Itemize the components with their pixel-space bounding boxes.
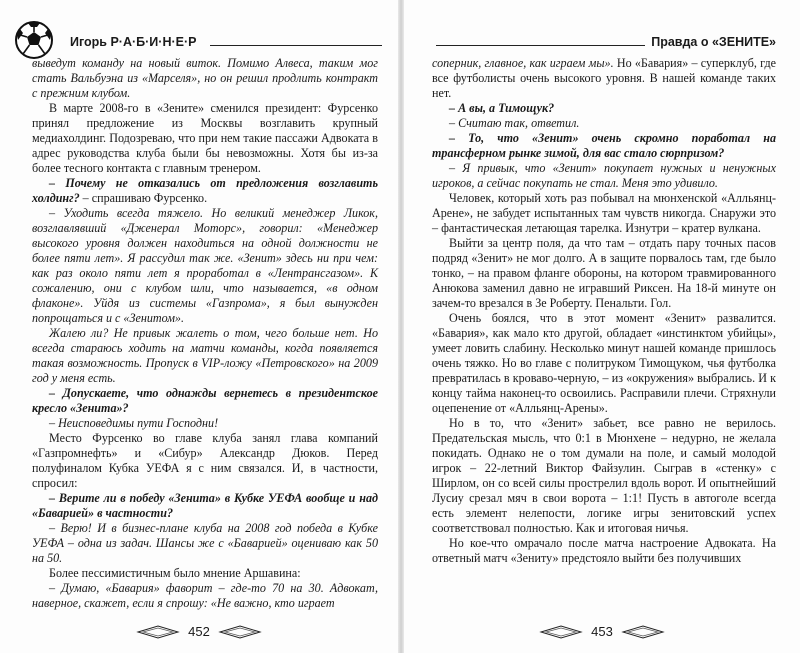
paragraph-text: Более пессимистичным было мнение Аршавина: [49, 566, 301, 580]
paragraph [32, 326, 378, 386]
left-body-text [32, 56, 378, 611]
header-author: Игорь Р·А·Б·И·Н·Е·Р [70, 35, 197, 49]
paragraph-text: – спрашиваю Фурсенко. [79, 191, 208, 205]
paragraph [432, 536, 776, 566]
paragraph-text: Но «Бавария» – суперклуб, где все футболисты очень высокого уровня. В нашей команде таких нет. [432, 56, 776, 100]
paragraph-text: выведут команду на новый виток. Помимо Алвеса, таким мог стать Вальбуэна из «Марселя», но он решил продлить контракт с прежним клубом. [32, 56, 378, 100]
paragraph-text: Жалею ли? Не привык жалеть о том, чего больше нет. Но всегда стараюсь ходить на матчи команды, когда появляется такая возможность. Пропуск в VIP-ложу «Петровского» на 2009 год у меня есть. [32, 326, 378, 385]
paragraph [432, 56, 776, 101]
running-header [436, 33, 776, 49]
paragraph [432, 116, 776, 131]
paragraph-text: соперник, главное, как играем мы». [432, 56, 614, 70]
paragraph-text: – Уходить всегда тяжело. Но великий менеджер Ликок, возглавлявший «Дженерал Моторс», говорил: «Менеджер высокого уровня должен находиться на одной должности не более пяти лет». Я рассудил так же. «Зенит» здесь ни при чем: как раз около пяти лет я проработал в «Лентрансгазом». К сожалению, они с клубом шли, что называется, «в одном флаконе». Уйдя из системы «Газпрома», я был вынужден попрощаться и с «Зенитом». [32, 206, 378, 325]
right-body-text [432, 56, 776, 566]
interview-question: – Верите ли в победу «Зенита» в Кубке УЕФА вообще и над «Баварией» в частности? [32, 491, 378, 520]
diamond-ornament-icon [539, 625, 583, 639]
paragraph-text: – Верю! И в бизнес-плане клуба на 2008 год победа в Кубке УЕФА – одна из задач. Шансы же с «Баварией» оцениваю как 50 на 50. [32, 521, 378, 565]
paragraph [432, 236, 776, 311]
paragraph-text: Очень боялся, что в этот момент «Зенит» развалится. «Бавария», как мало кто другой, обладает «инстинктом убийцы», умеет ловить слабину. Несколько минут нашей команде пришлось очень тяжко. Но во главе с политруком Тимощуком, чья футболка превратилась в кроваво-черную, – из «окружения» выбрались. И к концу тайма наконец-то освоились. Расправили плечи. Стряхнули оцепенение от «Алльянц-Арены». [432, 311, 776, 415]
interview-question: – А вы, а Тимощук? [449, 101, 555, 115]
paragraph [32, 431, 378, 491]
paragraph [32, 176, 378, 206]
header-rule [210, 45, 382, 46]
right-page [404, 0, 800, 653]
soccer-ball-icon [14, 20, 54, 60]
paragraph [32, 56, 378, 101]
paragraph [432, 191, 776, 236]
running-header [70, 33, 382, 49]
paragraph [32, 581, 378, 611]
page-number: 453 [591, 624, 613, 639]
paragraph [32, 386, 378, 416]
paragraph [432, 161, 776, 191]
paragraph-text: Человек, который хоть раз побывал на мюнхенской «Алльянц-Арене», не забудет испытанных там чувств никогда. Снаружи это – фантастическая летающая тарелка. Изнутри – кратер вулкана. [432, 191, 776, 235]
paragraph [432, 311, 776, 416]
interview-question: – Почему не отказались от предложения возглавить холдинг? [32, 176, 378, 205]
left-page [0, 0, 398, 653]
diamond-ornament-icon [621, 625, 665, 639]
paragraph [32, 206, 378, 326]
paragraph [32, 521, 378, 566]
diamond-ornament-icon [218, 625, 262, 639]
paragraph-text: Но в то, что «Зенит» забьет, все равно не верилось. Предательская мысль, что 0:1 в Мюнхене – недурно, не желала покидать. Однако не о том думали на поле, и самый молодой игрок – 22-летний Виктор Файзулин. Сыграв в «стенку» с Ширлом, он со всей силы прострелил вдоль ворот. И опытнейший Лусиу срезал мяч в свои ворота – 1:1! Пусть в автоголе всегда есть элемент нелепости, логике игры зенитовский успех соответствовал полностью. Как и итоговая ничья. [432, 416, 776, 535]
paragraph [32, 491, 378, 521]
interview-question: – То, что «Зенит» очень скромно поработал на трансферном рынке зимой, для вас стало сюрпризом? [432, 131, 776, 160]
paragraph [32, 101, 378, 176]
paragraph-text: Место Фурсенко во главе клуба занял глава компаний «Газпромнефть» и «Сибур» Александр Дюков. Перед полуфиналом Кубка УЕФА я с ним связался. И, в частности, спросил: [32, 431, 378, 490]
paragraph-text: – Неисповедимы пути Господни! [49, 416, 219, 430]
paragraph [432, 416, 776, 536]
paragraph-text: – Считаю так, ответил. [449, 116, 580, 130]
page-number: 452 [188, 624, 210, 639]
right-folio [404, 624, 800, 639]
paragraph-text: – Я привык, что «Зенит» покупает нужных и ненужных игроков, а сейчас покупать не стал. Меня это удивило. [432, 161, 776, 190]
paragraph [432, 131, 776, 161]
paragraph [32, 566, 378, 581]
diamond-ornament-icon [136, 625, 180, 639]
paragraph-text: В марте 2008-го в «Зените» сменился президент: Фурсенко принял предложение из Москвы возглавить крупный медиахолдинг. Подозреваю, что при нем такие пассажи Адвоката в адрес руководства клуба были бы невозможны. Хотя бы из-за более тесного контакта с главным тренером. [32, 101, 378, 175]
paragraph-text: Выйти за центр поля, да что там – отдать пару точных пасов подряд «Зенит» не мог долго. А в защите порвалось там, где было тонко, – на правом фланге обороны, на котором травмированного Анюкова заменил давно не игравший Риксен. На 18-й минуте он зачем-то врезался в Зе Роберту. Пенальти. Гол. [432, 236, 776, 310]
paragraph-text: – Думаю, «Бавария» фаворит – где-то 70 на 30. Адвокат, наверное, скажет, если я спрошу: «Не важно, кто играет [32, 581, 378, 610]
paragraph [432, 101, 776, 116]
paragraph [32, 416, 378, 431]
interview-question: – Допускаете, что однажды вернетесь в президентское кресло «Зенита»? [32, 386, 378, 415]
header-title: Правда о «ЗЕНИТЕ» [651, 35, 776, 49]
left-folio [0, 624, 398, 639]
paragraph-text: Но кое-что омрачало после матча настроение Адвоката. На ответный матч «Зениту» предстояло выйти без получивших [432, 536, 776, 565]
header-rule [436, 45, 645, 46]
